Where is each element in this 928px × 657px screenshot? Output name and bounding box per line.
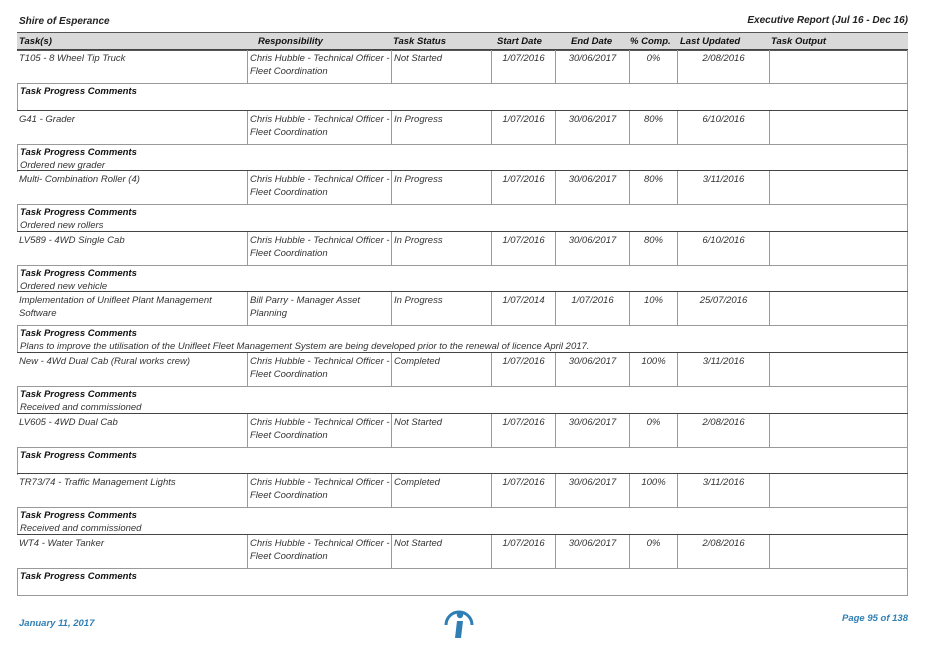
end-date-cell: 30/06/2017 <box>555 535 629 568</box>
percent-complete-cell: 0% <box>629 414 677 447</box>
end-date-cell: 30/06/2017 <box>555 171 629 204</box>
task-output-cell <box>769 50 908 83</box>
table-row <box>17 291 908 326</box>
comments-label: Task Progress Comments <box>20 86 137 97</box>
comment-text: Ordered new vehicle <box>20 280 108 292</box>
task-name: TR73/74 - Traffic Management Lights <box>19 477 176 489</box>
status-cell: In Progress <box>391 171 491 204</box>
comment-text: Received and commissioned <box>20 402 142 413</box>
task-output-cell <box>769 474 908 507</box>
percent-complete-cell: 10% <box>629 292 677 325</box>
comments-label: Task Progress Comments <box>20 570 137 582</box>
last-updated-cell: 2/08/2016 <box>677 414 769 447</box>
comment-text: Plans to improve the utilisation of the Unifleet Fleet Management System are being developed prior to the renewal of licence April 2017. <box>20 341 590 353</box>
end-date-cell: 30/06/2017 <box>555 414 629 447</box>
responsibility-cell: Chris Hubble - Technical Officer - Fleet Coordination <box>247 232 391 265</box>
table-row <box>17 231 908 266</box>
percent-complete-cell: 100% <box>629 474 677 507</box>
percent-complete-cell: 80% <box>629 232 677 265</box>
percent-complete-cell: 0% <box>629 535 677 568</box>
comments-row <box>17 448 908 475</box>
end-date-cell: 30/06/2017 <box>555 232 629 265</box>
status-cell: Completed <box>391 353 491 386</box>
task-output-cell <box>769 414 908 447</box>
status-cell: Not Started <box>391 414 491 447</box>
comments-row <box>17 326 908 353</box>
last-updated-cell: 6/10/2016 <box>677 232 769 265</box>
last-updated-cell: 2/08/2016 <box>677 50 769 83</box>
task-block <box>17 110 908 172</box>
last-updated-cell: 6/10/2016 <box>677 111 769 144</box>
table-row <box>17 352 908 387</box>
task-output-cell <box>769 232 908 265</box>
comments-row <box>17 266 908 293</box>
start-date-cell: 1/07/2014 <box>491 292 555 325</box>
start-date-cell: 1/07/2016 <box>491 50 555 83</box>
comments-row <box>17 84 908 111</box>
organisation-name: Shire of Esperance <box>19 16 110 27</box>
last-updated-cell: 25/07/2016 <box>677 292 769 325</box>
col-status: Task Status <box>393 36 446 47</box>
status-cell: Not Started <box>391 535 491 568</box>
col-task: Task(s) <box>19 36 52 47</box>
table-bottom-rule <box>17 595 908 596</box>
percent-complete-cell: 80% <box>629 111 677 144</box>
comment-text: Ordered new grader <box>20 159 106 171</box>
responsibility-cell: Chris Hubble - Technical Officer - Fleet Coordination <box>247 171 391 204</box>
task-output-cell <box>769 171 908 204</box>
task-output-cell <box>769 292 908 325</box>
task-name: LV589 - 4WD Single Cab <box>19 234 125 246</box>
task-name: LV605 - 4WD Dual Cab <box>19 416 118 428</box>
responsibility-cell: Chris Hubble - Technical Officer - Fleet Coordination <box>247 414 391 447</box>
task-block <box>17 49 908 111</box>
last-updated-cell: 3/11/2016 <box>677 171 769 204</box>
end-date-cell: 30/06/2017 <box>555 474 629 507</box>
last-updated-cell: 3/11/2016 <box>677 474 769 507</box>
comments-row <box>17 569 908 596</box>
start-date-cell: 1/07/2016 <box>491 353 555 386</box>
last-updated-cell: 3/11/2016 <box>677 353 769 386</box>
table-row <box>17 170 908 205</box>
task-output-cell <box>769 111 908 144</box>
task-block <box>17 352 908 414</box>
start-date-cell: 1/07/2016 <box>491 474 555 507</box>
responsibility-cell: Bill Parry - Manager Asset Planning <box>247 292 391 325</box>
task-output-cell <box>769 353 908 386</box>
task-block <box>17 413 908 475</box>
start-date-cell: 1/07/2016 <box>491 171 555 204</box>
col-start: Start Date <box>497 36 542 47</box>
start-date-cell: 1/07/2016 <box>491 111 555 144</box>
responsibility-cell: Chris Hubble - Technical Officer - Fleet Coordination <box>247 50 391 83</box>
comments-row <box>17 205 908 232</box>
task-name: New - 4Wd Dual Cab (Rural works crew) <box>19 356 191 367</box>
comments-label: Task Progress Comments <box>20 207 137 219</box>
comments-label: Task Progress Comments <box>20 389 137 400</box>
col-output: Task Output <box>771 36 827 47</box>
comments-row <box>17 145 908 172</box>
end-date-cell: 30/06/2017 <box>555 111 629 144</box>
col-end: End Date <box>571 36 613 47</box>
task-name: WT4 - Water Tanker <box>19 537 104 549</box>
table-row <box>17 534 908 569</box>
task-name: Multi- Combination Roller (4) <box>19 174 140 186</box>
comments-label: Task Progress Comments <box>20 510 137 522</box>
status-cell: In Progress <box>391 292 491 325</box>
status-cell: Completed <box>391 474 491 507</box>
task-block <box>17 473 908 535</box>
comments-label: Task Progress Comments <box>20 449 137 461</box>
responsibility-cell: Chris Hubble - Technical Officer - Fleet Coordination <box>247 535 391 568</box>
task-output-cell <box>769 535 908 568</box>
start-date-cell: 1/07/2016 <box>491 535 555 568</box>
task-block <box>17 231 908 293</box>
task-name: G41 - Grader <box>19 113 75 125</box>
page-number: Page 95 of 138 <box>841 613 908 624</box>
table-row <box>17 473 908 508</box>
status-cell: In Progress <box>391 232 491 265</box>
task-block <box>17 534 908 596</box>
table-row <box>17 110 908 145</box>
status-cell: In Progress <box>391 111 491 144</box>
col-updated: Last Updated <box>680 36 741 47</box>
task-name: T105 - 8 Wheel Tip Truck <box>19 53 126 64</box>
task-name: Implementation of Unifleet Plant Management Software <box>19 295 212 320</box>
comment-text: Ordered new rollers <box>20 220 104 232</box>
responsibility-cell: Chris Hubble - Technical Officer - Fleet Coordination <box>247 474 391 507</box>
percent-complete-cell: 80% <box>629 171 677 204</box>
percent-complete-cell: 0% <box>629 50 677 83</box>
comments-label: Task Progress Comments <box>20 267 137 279</box>
status-cell: Not Started <box>391 50 491 83</box>
end-date-cell: 1/07/2016 <box>555 292 629 325</box>
last-updated-cell: 2/08/2016 <box>677 535 769 568</box>
comments-label: Task Progress Comments <box>20 328 137 340</box>
start-date-cell: 1/07/2016 <box>491 232 555 265</box>
col-responsibility: Responsibility <box>258 36 323 47</box>
end-date-cell: 30/06/2017 <box>555 50 629 83</box>
col-pct: % Comp. <box>630 36 671 47</box>
table-row <box>17 413 908 448</box>
responsibility-cell: Chris Hubble - Technical Officer - Fleet Coordination <box>247 353 391 386</box>
report-date: January 11, 2017 <box>19 618 95 629</box>
task-block <box>17 170 908 232</box>
percent-complete-cell: 100% <box>629 353 677 386</box>
start-date-cell: 1/07/2016 <box>491 414 555 447</box>
table-row <box>17 49 908 84</box>
info-i-logo-icon <box>439 605 479 641</box>
end-date-cell: 30/06/2017 <box>555 353 629 386</box>
report-title: Executive Report (Jul 16 - Dec 16) <box>747 15 908 26</box>
responsibility-cell: Chris Hubble - Technical Officer - Fleet Coordination <box>247 111 391 144</box>
comments-row <box>17 508 908 535</box>
comments-row <box>17 387 908 414</box>
task-block <box>17 291 908 353</box>
comment-text: Received and commissioned <box>20 523 142 535</box>
comments-label: Task Progress Comments <box>20 146 137 158</box>
